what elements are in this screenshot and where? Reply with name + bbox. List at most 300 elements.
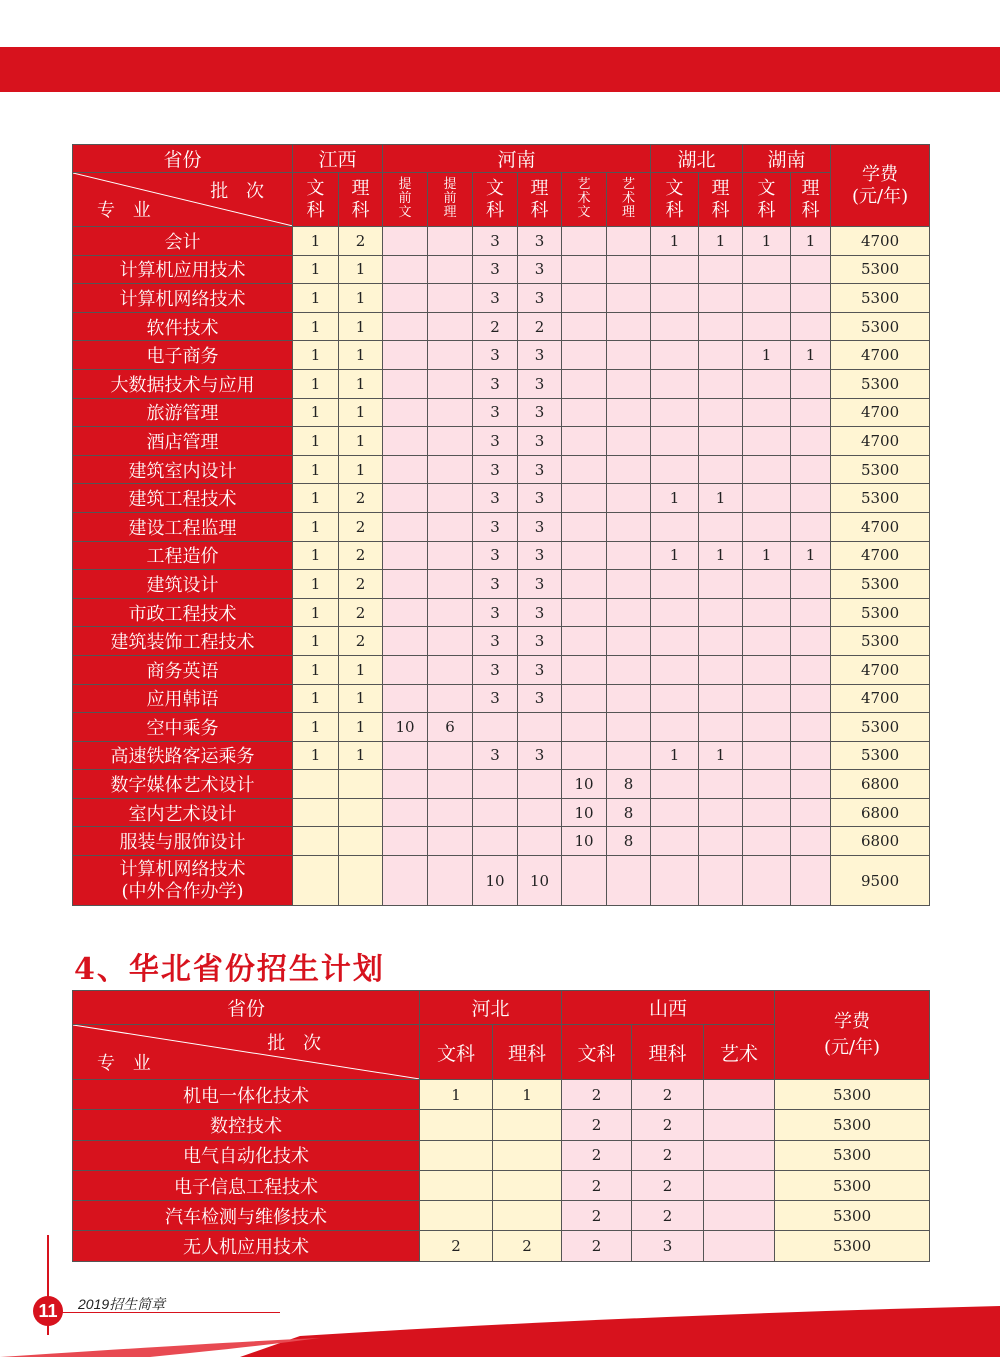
quota-cell: 1	[293, 312, 339, 341]
quota-cell: 1	[293, 570, 339, 599]
quota-cell	[743, 512, 791, 541]
quota-cell: 3	[518, 484, 562, 513]
table-row	[73, 255, 930, 284]
quota-cell	[607, 255, 651, 284]
major-name: 建筑装饰工程技术	[73, 627, 293, 656]
quota-cell	[791, 713, 831, 742]
quota-cell: 1	[293, 341, 339, 370]
quota-cell: 1	[651, 227, 699, 256]
quota-cell	[791, 484, 831, 513]
subject-header: 艺 术 理	[607, 173, 651, 227]
quota-cell: 10	[473, 856, 518, 906]
table-row	[73, 1110, 930, 1140]
fee-cell: 5300	[831, 713, 930, 742]
quota-cell	[383, 827, 428, 856]
table1-header-row-subjects	[73, 173, 930, 227]
quota-cell: 1	[293, 427, 339, 456]
quota-cell: 1	[339, 284, 383, 313]
quota-cell	[562, 312, 607, 341]
quota-cell	[518, 798, 562, 827]
quota-cell	[562, 741, 607, 770]
quota-cell: 1	[339, 741, 383, 770]
table-row	[73, 770, 930, 799]
quota-cell	[651, 798, 699, 827]
quota-cell	[428, 541, 473, 570]
quota-cell	[383, 227, 428, 256]
quota-cell	[383, 856, 428, 906]
quota-cell	[791, 856, 831, 906]
fee-cell: 5300	[775, 1140, 930, 1170]
quota-cell	[651, 713, 699, 742]
quota-cell: 3	[473, 541, 518, 570]
fee-cell: 5300	[775, 1170, 930, 1200]
quota-cell: 1	[651, 741, 699, 770]
province-label: 省份	[73, 991, 420, 1025]
fee-cell: 9500	[831, 856, 930, 906]
quota-cell	[743, 484, 791, 513]
quota-cell	[607, 713, 651, 742]
quota-cell	[428, 284, 473, 313]
quota-cell	[743, 398, 791, 427]
quota-cell	[562, 655, 607, 684]
quota-cell	[607, 856, 651, 906]
major-name: 软件技术	[73, 312, 293, 341]
quota-cell: 3	[473, 627, 518, 656]
quota-cell	[562, 427, 607, 456]
quota-cell	[383, 684, 428, 713]
subject-header: 文 科	[473, 173, 518, 227]
major-name: 室内艺术设计	[73, 798, 293, 827]
quota-cell: 3	[473, 398, 518, 427]
quota-cell	[704, 1170, 775, 1200]
quota-cell: 1	[293, 484, 339, 513]
quota-cell	[473, 798, 518, 827]
quota-cell: 1	[339, 255, 383, 284]
quota-cell: 1	[293, 627, 339, 656]
subject-header: 理 科	[699, 173, 743, 227]
quota-cell	[428, 655, 473, 684]
quota-cell	[699, 341, 743, 370]
quota-cell: 1	[293, 369, 339, 398]
quota-cell	[699, 655, 743, 684]
quota-cell: 1	[339, 655, 383, 684]
table-row	[73, 484, 930, 513]
province-shanxi: 山西	[562, 991, 775, 1025]
subject-header: 理科	[493, 1025, 562, 1080]
quota-cell	[293, 770, 339, 799]
enrollment-table-north	[72, 990, 930, 1262]
quota-cell	[651, 684, 699, 713]
quota-cell	[607, 284, 651, 313]
quota-cell	[791, 427, 831, 456]
subject-header: 文 科	[743, 173, 791, 227]
quota-cell	[473, 827, 518, 856]
fee-cell: 5300	[831, 741, 930, 770]
fee-cell: 5300	[775, 1201, 930, 1231]
quota-cell	[651, 369, 699, 398]
quota-cell: 2	[562, 1110, 632, 1140]
subject-header: 理 科	[339, 173, 383, 227]
quota-cell	[791, 255, 831, 284]
quota-cell	[562, 398, 607, 427]
quota-cell	[743, 255, 791, 284]
quota-cell: 1	[339, 455, 383, 484]
subject-header: 提 前 文	[383, 173, 428, 227]
subject-header: 文 科	[293, 173, 339, 227]
quota-cell	[743, 684, 791, 713]
quota-cell: 3	[473, 427, 518, 456]
major-name: 建筑设计	[73, 570, 293, 599]
table-row	[73, 827, 930, 856]
quota-cell	[651, 856, 699, 906]
quota-cell	[428, 684, 473, 713]
quota-cell: 1	[293, 284, 339, 313]
quota-cell: 1	[743, 541, 791, 570]
quota-cell: 2	[562, 1170, 632, 1200]
table-row	[73, 398, 930, 427]
quota-cell	[607, 741, 651, 770]
table-row	[73, 227, 930, 256]
quota-cell	[699, 770, 743, 799]
major-name: 计算机网络技术 (中外合作办学)	[73, 856, 293, 906]
province-hunan: 湖南	[743, 145, 831, 173]
quota-cell: 8	[607, 770, 651, 799]
table1-body	[73, 145, 930, 906]
quota-cell	[791, 455, 831, 484]
batch-major-corner	[73, 1025, 420, 1080]
quota-cell	[383, 627, 428, 656]
major-name: 电子信息工程技术	[73, 1170, 420, 1200]
quota-cell: 3	[518, 398, 562, 427]
quota-cell	[562, 570, 607, 599]
fee-cell: 5300	[775, 1231, 930, 1261]
quota-cell	[607, 341, 651, 370]
quota-cell	[743, 427, 791, 456]
table-row	[73, 1080, 930, 1110]
quota-cell: 1	[339, 713, 383, 742]
brochure-title: 2019招生简章	[78, 1296, 166, 1312]
quota-cell	[339, 827, 383, 856]
major-name: 无人机应用技术	[73, 1231, 420, 1261]
table-row	[73, 1231, 930, 1261]
table-row	[73, 741, 930, 770]
major-name: 建筑室内设计	[73, 455, 293, 484]
fee-cell: 4700	[831, 227, 930, 256]
quota-cell: 1	[293, 741, 339, 770]
quota-cell: 2	[473, 312, 518, 341]
fee-cell: 5300	[831, 369, 930, 398]
quota-cell	[607, 684, 651, 713]
major-name: 酒店管理	[73, 427, 293, 456]
quota-cell	[562, 713, 607, 742]
quota-cell: 1	[651, 484, 699, 513]
quota-cell	[791, 312, 831, 341]
quota-cell: 1	[791, 341, 831, 370]
quota-cell: 3	[473, 484, 518, 513]
subject-header: 理科	[632, 1025, 704, 1080]
quota-cell	[428, 512, 473, 541]
table-row	[73, 856, 930, 906]
table-row	[73, 798, 930, 827]
footer-swoosh	[0, 1300, 1000, 1357]
quota-cell	[428, 255, 473, 284]
quota-cell	[428, 856, 473, 906]
major-label: 专 业	[97, 1053, 157, 1074]
quota-cell	[743, 770, 791, 799]
fee-cell: 4700	[831, 684, 930, 713]
quota-cell: 3	[473, 341, 518, 370]
quota-cell: 2	[562, 1080, 632, 1110]
quota-cell: 2	[562, 1201, 632, 1231]
quota-cell: 1	[339, 427, 383, 456]
table-row	[73, 369, 930, 398]
quota-cell	[743, 627, 791, 656]
quota-cell	[699, 798, 743, 827]
quota-cell	[383, 369, 428, 398]
quota-cell	[428, 398, 473, 427]
quota-cell	[791, 798, 831, 827]
table-row	[73, 598, 930, 627]
quota-cell	[607, 512, 651, 541]
quota-cell	[699, 684, 743, 713]
quota-cell: 2	[339, 227, 383, 256]
quota-cell	[562, 598, 607, 627]
quota-cell: 2	[562, 1231, 632, 1261]
quota-cell	[473, 770, 518, 799]
quota-cell: 2	[518, 312, 562, 341]
major-name: 市政工程技术	[73, 598, 293, 627]
major-name: 数字媒体艺术设计	[73, 770, 293, 799]
quota-cell: 1	[293, 455, 339, 484]
quota-cell	[518, 770, 562, 799]
table-row	[73, 684, 930, 713]
quota-cell	[493, 1110, 562, 1140]
quota-cell	[428, 312, 473, 341]
province-label: 省份	[73, 145, 293, 173]
fee-cell: 4700	[831, 341, 930, 370]
quota-cell	[699, 627, 743, 656]
subject-header: 理 科	[518, 173, 562, 227]
quota-cell: 3	[518, 427, 562, 456]
table-row	[73, 455, 930, 484]
quota-cell: 2	[632, 1080, 704, 1110]
quota-cell: 3	[473, 455, 518, 484]
quota-cell	[791, 284, 831, 313]
quota-cell: 3	[518, 570, 562, 599]
table-row	[73, 713, 930, 742]
quota-cell	[607, 598, 651, 627]
quota-cell	[699, 427, 743, 456]
major-name: 旅游管理	[73, 398, 293, 427]
quota-cell	[383, 655, 428, 684]
major-name: 计算机应用技术	[73, 255, 293, 284]
batch-label: 批 次	[210, 181, 270, 202]
quota-cell: 1	[651, 541, 699, 570]
quota-cell	[791, 627, 831, 656]
quota-cell	[428, 455, 473, 484]
quota-cell	[743, 856, 791, 906]
quota-cell	[420, 1140, 493, 1170]
table-row	[73, 312, 930, 341]
major-name: 建设工程监理	[73, 512, 293, 541]
quota-cell	[791, 398, 831, 427]
table-row	[73, 341, 930, 370]
quota-cell: 2	[562, 1140, 632, 1170]
fee-cell: 5300	[831, 255, 930, 284]
quota-cell	[339, 856, 383, 906]
quota-cell	[743, 312, 791, 341]
quota-cell	[428, 369, 473, 398]
quota-cell	[518, 713, 562, 742]
quota-cell: 1	[339, 684, 383, 713]
quota-cell: 3	[473, 598, 518, 627]
quota-cell	[383, 770, 428, 799]
quota-cell	[791, 512, 831, 541]
quota-cell: 1	[791, 227, 831, 256]
quota-cell: 1	[293, 541, 339, 570]
quota-cell	[383, 398, 428, 427]
quota-cell	[428, 741, 473, 770]
quota-cell	[699, 713, 743, 742]
quota-cell: 3	[518, 284, 562, 313]
subject-header: 艺 术 文	[562, 173, 607, 227]
quota-cell: 1	[339, 312, 383, 341]
quota-cell: 1	[791, 541, 831, 570]
quota-cell	[383, 484, 428, 513]
quota-cell	[699, 512, 743, 541]
fee-cell: 5300	[831, 284, 930, 313]
fee-cell: 4700	[831, 427, 930, 456]
fee-cell: 5300	[831, 570, 930, 599]
quota-cell: 1	[293, 598, 339, 627]
quota-cell: 1	[699, 741, 743, 770]
quota-cell	[743, 284, 791, 313]
fee-cell: 5300	[775, 1110, 930, 1140]
major-name: 数控技术	[73, 1110, 420, 1140]
fee-cell: 6800	[831, 798, 930, 827]
major-label: 专 业	[97, 200, 157, 221]
quota-cell	[651, 427, 699, 456]
quota-cell	[743, 598, 791, 627]
quota-cell	[651, 341, 699, 370]
quota-cell: 1	[293, 227, 339, 256]
quota-cell	[383, 541, 428, 570]
quota-cell	[743, 655, 791, 684]
quota-cell: 3	[473, 570, 518, 599]
major-name: 高速铁路客运乘务	[73, 741, 293, 770]
quota-cell: 1	[339, 369, 383, 398]
major-name: 汽车检测与维修技术	[73, 1201, 420, 1231]
quota-cell	[428, 341, 473, 370]
quota-cell	[293, 798, 339, 827]
quota-cell	[743, 570, 791, 599]
quota-cell	[562, 227, 607, 256]
subject-header: 提 前 理	[428, 173, 473, 227]
quota-cell	[651, 284, 699, 313]
quota-cell: 3	[518, 255, 562, 284]
quota-cell	[791, 598, 831, 627]
quota-cell	[428, 570, 473, 599]
fee-cell: 5300	[831, 484, 930, 513]
quota-cell	[791, 655, 831, 684]
fee-cell: 4700	[831, 655, 930, 684]
table-row	[73, 541, 930, 570]
quota-cell	[562, 284, 607, 313]
quota-cell	[607, 427, 651, 456]
subject-header: 文 科	[651, 173, 699, 227]
quota-cell	[651, 655, 699, 684]
province-hebei: 河北	[420, 991, 562, 1025]
quota-cell	[704, 1080, 775, 1110]
quota-cell	[493, 1170, 562, 1200]
quota-cell	[562, 484, 607, 513]
quota-cell	[562, 369, 607, 398]
province-jiangxi: 江西	[293, 145, 383, 173]
fee-cell: 4700	[831, 541, 930, 570]
quota-cell: 3	[518, 512, 562, 541]
quota-cell	[607, 227, 651, 256]
table-row	[73, 284, 930, 313]
quota-cell: 3	[518, 369, 562, 398]
major-name: 机电一体化技术	[73, 1080, 420, 1110]
quota-cell	[651, 570, 699, 599]
fee-cell: 6800	[831, 827, 930, 856]
quota-cell	[562, 341, 607, 370]
quota-cell	[607, 455, 651, 484]
quota-cell: 2	[339, 627, 383, 656]
quota-cell: 2	[339, 570, 383, 599]
quota-cell	[651, 827, 699, 856]
major-name: 电子商务	[73, 341, 293, 370]
quota-cell	[607, 484, 651, 513]
quota-cell	[607, 541, 651, 570]
quota-cell	[699, 455, 743, 484]
quota-cell: 3	[518, 627, 562, 656]
quota-cell: 3	[473, 684, 518, 713]
quota-cell: 3	[473, 255, 518, 284]
quota-cell: 8	[607, 827, 651, 856]
quota-cell: 2	[632, 1170, 704, 1200]
quota-cell	[383, 312, 428, 341]
quota-cell: 3	[473, 655, 518, 684]
quota-cell	[428, 427, 473, 456]
quota-cell	[699, 827, 743, 856]
fee-header: 学费 (元/年)	[775, 991, 930, 1080]
quota-cell	[428, 227, 473, 256]
table-row	[73, 1201, 930, 1231]
subject-header: 文科	[420, 1025, 493, 1080]
quota-cell	[743, 741, 791, 770]
quota-cell: 1	[493, 1080, 562, 1110]
quota-cell: 6	[428, 713, 473, 742]
quota-cell	[428, 827, 473, 856]
quota-cell: 1	[339, 398, 383, 427]
quota-cell: 3	[518, 341, 562, 370]
subject-header: 艺术	[704, 1025, 775, 1080]
quota-cell	[607, 570, 651, 599]
quota-cell	[607, 312, 651, 341]
quota-cell	[699, 398, 743, 427]
quota-cell	[699, 284, 743, 313]
quota-cell	[791, 570, 831, 599]
fee-header: 学费 (元/年)	[831, 145, 930, 227]
quota-cell	[383, 570, 428, 599]
quota-cell	[562, 512, 607, 541]
quota-cell: 3	[518, 598, 562, 627]
quota-cell: 3	[473, 512, 518, 541]
quota-cell	[699, 255, 743, 284]
province-henan: 河南	[383, 145, 651, 173]
